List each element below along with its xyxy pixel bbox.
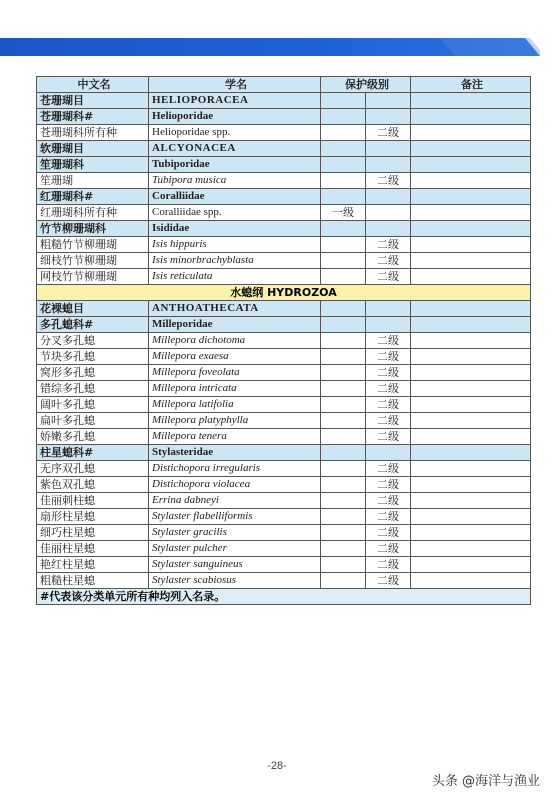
scientific-name: Isididae bbox=[149, 221, 321, 237]
species-row bbox=[37, 237, 531, 253]
level-first bbox=[321, 445, 366, 461]
taxon-group-row bbox=[37, 109, 531, 125]
chinese-name: 阔叶多孔螅 bbox=[37, 397, 149, 413]
level-second: 二级 bbox=[366, 269, 411, 285]
level-first bbox=[321, 253, 366, 269]
chinese-name: 扇形柱星螅 bbox=[37, 509, 149, 525]
species-row bbox=[37, 525, 531, 541]
chinese-name: 软珊瑚目 bbox=[37, 141, 149, 157]
chinese-name: 娇嫩多孔螅 bbox=[37, 429, 149, 445]
table-body-footnote bbox=[37, 589, 531, 605]
level-second: 二级 bbox=[366, 541, 411, 557]
level-second: 二级 bbox=[366, 397, 411, 413]
remarks bbox=[411, 141, 531, 157]
level-first bbox=[321, 509, 366, 525]
remarks bbox=[411, 189, 531, 205]
remarks bbox=[411, 221, 531, 237]
level-first bbox=[321, 125, 366, 141]
level-first bbox=[321, 221, 366, 237]
chinese-name: 苍珊瑚科# bbox=[37, 109, 149, 125]
level-first bbox=[321, 93, 366, 109]
level-second: 二级 bbox=[366, 237, 411, 253]
scientific-name: Milleporidae bbox=[149, 317, 321, 333]
level-first: 一级 bbox=[321, 205, 366, 221]
level-first bbox=[321, 557, 366, 573]
scientific-name: Millepora tenera bbox=[149, 429, 321, 445]
level-second: 二级 bbox=[366, 429, 411, 445]
level-first bbox=[321, 269, 366, 285]
chinese-name: 细巧柱星螅 bbox=[37, 525, 149, 541]
remarks bbox=[411, 509, 531, 525]
remarks bbox=[411, 205, 531, 221]
scientific-name: Isis reticulata bbox=[149, 269, 321, 285]
scientific-name: Stylasteridae bbox=[149, 445, 321, 461]
remarks bbox=[411, 237, 531, 253]
species-row bbox=[37, 573, 531, 589]
taxon-group-row bbox=[37, 301, 531, 317]
header-protection-level: 保护级别 bbox=[321, 77, 411, 93]
level-second bbox=[366, 189, 411, 205]
scientific-name: Millepora latifolia bbox=[149, 397, 321, 413]
scientific-name: Coralliidae spp. bbox=[149, 205, 321, 221]
chinese-name: 佳丽刺柱螅 bbox=[37, 493, 149, 509]
level-first bbox=[321, 349, 366, 365]
level-first bbox=[321, 493, 366, 509]
scientific-name: Distichopora irregularis bbox=[149, 461, 321, 477]
chinese-name: 节块多孔螅 bbox=[37, 349, 149, 365]
level-first bbox=[321, 429, 366, 445]
scientific-name: Stylaster flabelliformis bbox=[149, 509, 321, 525]
species-row bbox=[37, 461, 531, 477]
chinese-name: 艳红柱星螅 bbox=[37, 557, 149, 573]
species-row bbox=[37, 509, 531, 525]
level-first bbox=[321, 157, 366, 173]
level-first bbox=[321, 333, 366, 349]
level-first bbox=[321, 173, 366, 189]
remarks bbox=[411, 493, 531, 509]
remarks bbox=[411, 413, 531, 429]
chinese-name: 粗糙竹节柳珊瑚 bbox=[37, 237, 149, 253]
species-row bbox=[37, 269, 531, 285]
level-second bbox=[366, 221, 411, 237]
level-second bbox=[366, 317, 411, 333]
species-row bbox=[37, 333, 531, 349]
chinese-name: 窝形多孔螅 bbox=[37, 365, 149, 381]
level-first bbox=[321, 573, 366, 589]
remarks bbox=[411, 317, 531, 333]
level-second: 二级 bbox=[366, 509, 411, 525]
species-row bbox=[37, 365, 531, 381]
level-second bbox=[366, 109, 411, 125]
level-first bbox=[321, 189, 366, 205]
remarks bbox=[411, 269, 531, 285]
level-first bbox=[321, 237, 366, 253]
taxon-group-row bbox=[37, 141, 531, 157]
remarks bbox=[411, 125, 531, 141]
remarks bbox=[411, 541, 531, 557]
chinese-name: 苍珊瑚科所有种 bbox=[37, 125, 149, 141]
species-row bbox=[37, 173, 531, 189]
level-second bbox=[366, 157, 411, 173]
level-first bbox=[321, 541, 366, 557]
chinese-name: 网枝竹节柳珊瑚 bbox=[37, 269, 149, 285]
table-body-class bbox=[37, 285, 531, 301]
scientific-name: Stylaster sanguineus bbox=[149, 557, 321, 573]
species-row bbox=[37, 493, 531, 509]
species-row bbox=[37, 429, 531, 445]
page-number: -28- bbox=[267, 760, 287, 772]
remarks bbox=[411, 573, 531, 589]
header-chinese-name: 中文名 bbox=[37, 77, 149, 93]
scientific-name: Distichopora violacea bbox=[149, 477, 321, 493]
level-second: 二级 bbox=[366, 173, 411, 189]
level-second: 二级 bbox=[366, 493, 411, 509]
level-first bbox=[321, 109, 366, 125]
chinese-name: 笙珊瑚 bbox=[37, 173, 149, 189]
protected-species-table bbox=[36, 76, 531, 605]
chinese-name: 佳丽柱星螅 bbox=[37, 541, 149, 557]
remarks bbox=[411, 157, 531, 173]
species-row bbox=[37, 557, 531, 573]
scientific-name: Stylaster pulcher bbox=[149, 541, 321, 557]
remarks bbox=[411, 477, 531, 493]
scientific-name: Helioporidae spp. bbox=[149, 125, 321, 141]
remarks bbox=[411, 397, 531, 413]
level-first bbox=[321, 461, 366, 477]
remarks bbox=[411, 173, 531, 189]
level-first bbox=[321, 317, 366, 333]
scientific-name: Coralliidae bbox=[149, 189, 321, 205]
level-second: 二级 bbox=[366, 365, 411, 381]
scientific-name: Stylaster scabiosus bbox=[149, 573, 321, 589]
taxon-group-row bbox=[37, 445, 531, 461]
species-row bbox=[37, 253, 531, 269]
chinese-name: 花裸螅目 bbox=[37, 301, 149, 317]
header-remarks: 备注 bbox=[411, 77, 531, 93]
level-second: 二级 bbox=[366, 573, 411, 589]
level-first bbox=[321, 413, 366, 429]
remarks bbox=[411, 557, 531, 573]
level-first bbox=[321, 397, 366, 413]
chinese-name: 无序双孔螅 bbox=[37, 461, 149, 477]
chinese-name: 粗糙柱星螅 bbox=[37, 573, 149, 589]
species-row bbox=[37, 205, 531, 221]
species-row bbox=[37, 349, 531, 365]
scientific-name: Tubipora musica bbox=[149, 173, 321, 189]
scientific-name: Isis minorbrachyblasta bbox=[149, 253, 321, 269]
scientific-name: Isis hippuris bbox=[149, 237, 321, 253]
remarks bbox=[411, 253, 531, 269]
level-second: 二级 bbox=[366, 413, 411, 429]
level-second bbox=[366, 301, 411, 317]
class-row bbox=[37, 285, 531, 301]
chinese-name: 多孔螅科# bbox=[37, 317, 149, 333]
scientific-name: Millepora exaesa bbox=[149, 349, 321, 365]
scientific-name: Millepora dichotoma bbox=[149, 333, 321, 349]
chinese-name: 扁叶多孔螅 bbox=[37, 413, 149, 429]
chinese-name: 错综多孔螅 bbox=[37, 381, 149, 397]
remarks bbox=[411, 381, 531, 397]
species-row bbox=[37, 541, 531, 557]
taxon-group-row bbox=[37, 93, 531, 109]
chinese-name: 柱星螅科# bbox=[37, 445, 149, 461]
class-label: 水螅纲 HYDROZOA bbox=[37, 285, 531, 301]
chinese-name: 苍珊瑚目 bbox=[37, 93, 149, 109]
level-second: 二级 bbox=[366, 349, 411, 365]
chinese-name: 紫色双孔螅 bbox=[37, 477, 149, 493]
taxon-group-row bbox=[37, 157, 531, 173]
remarks bbox=[411, 109, 531, 125]
remarks bbox=[411, 333, 531, 349]
taxon-group-row bbox=[37, 189, 531, 205]
scientific-name: Stylaster gracilis bbox=[149, 525, 321, 541]
footnote-row bbox=[37, 589, 531, 605]
species-row bbox=[37, 477, 531, 493]
scientific-name: Millepora intricata bbox=[149, 381, 321, 397]
level-second: 二级 bbox=[366, 253, 411, 269]
species-row bbox=[37, 125, 531, 141]
scientific-name: ALCYONACEA bbox=[149, 141, 321, 157]
level-first bbox=[321, 365, 366, 381]
chinese-name: 红珊瑚科# bbox=[37, 189, 149, 205]
scientific-name: Errina dabneyi bbox=[149, 493, 321, 509]
level-second bbox=[366, 141, 411, 157]
level-second bbox=[366, 205, 411, 221]
level-second: 二级 bbox=[366, 477, 411, 493]
footnote: #代表该分类单元所有种均列入名录。 bbox=[37, 589, 531, 605]
chinese-name: 红珊瑚科所有种 bbox=[37, 205, 149, 221]
remarks bbox=[411, 301, 531, 317]
chinese-name: 竹节柳珊瑚科 bbox=[37, 221, 149, 237]
species-row bbox=[37, 413, 531, 429]
scientific-name: Millepora platyphylla bbox=[149, 413, 321, 429]
scientific-name: Millepora foveolata bbox=[149, 365, 321, 381]
chinese-name: 笙珊瑚科 bbox=[37, 157, 149, 173]
level-first bbox=[321, 477, 366, 493]
remarks bbox=[411, 461, 531, 477]
remarks bbox=[411, 445, 531, 461]
level-second: 二级 bbox=[366, 125, 411, 141]
table-body-hydrozoa bbox=[37, 301, 531, 589]
table-header-row bbox=[37, 77, 531, 93]
remarks bbox=[411, 349, 531, 365]
level-second bbox=[366, 445, 411, 461]
species-row bbox=[37, 381, 531, 397]
level-first bbox=[321, 381, 366, 397]
level-first bbox=[321, 525, 366, 541]
level-second: 二级 bbox=[366, 333, 411, 349]
scientific-name: ANTHOATHECATA bbox=[149, 301, 321, 317]
scientific-name: Helioporidae bbox=[149, 109, 321, 125]
level-second: 二级 bbox=[366, 461, 411, 477]
remarks bbox=[411, 365, 531, 381]
level-second: 二级 bbox=[366, 525, 411, 541]
scientific-name: Tubiporidae bbox=[149, 157, 321, 173]
remarks bbox=[411, 93, 531, 109]
level-second: 二级 bbox=[366, 557, 411, 573]
header-scientific-name: 学名 bbox=[149, 77, 321, 93]
level-first bbox=[321, 141, 366, 157]
chinese-name: 分叉多孔螅 bbox=[37, 333, 149, 349]
watermark: 头条 @海洋与渔业 bbox=[431, 774, 540, 789]
taxon-group-row bbox=[37, 317, 531, 333]
taxon-group-row bbox=[37, 221, 531, 237]
level-first bbox=[321, 301, 366, 317]
chinese-name: 细枝竹节柳珊瑚 bbox=[37, 253, 149, 269]
species-row bbox=[37, 397, 531, 413]
remarks bbox=[411, 429, 531, 445]
level-second: 二级 bbox=[366, 381, 411, 397]
remarks bbox=[411, 525, 531, 541]
scientific-name: HELIOPORACEA bbox=[149, 93, 321, 109]
level-second bbox=[366, 93, 411, 109]
table-body-anthozoa bbox=[37, 93, 531, 285]
